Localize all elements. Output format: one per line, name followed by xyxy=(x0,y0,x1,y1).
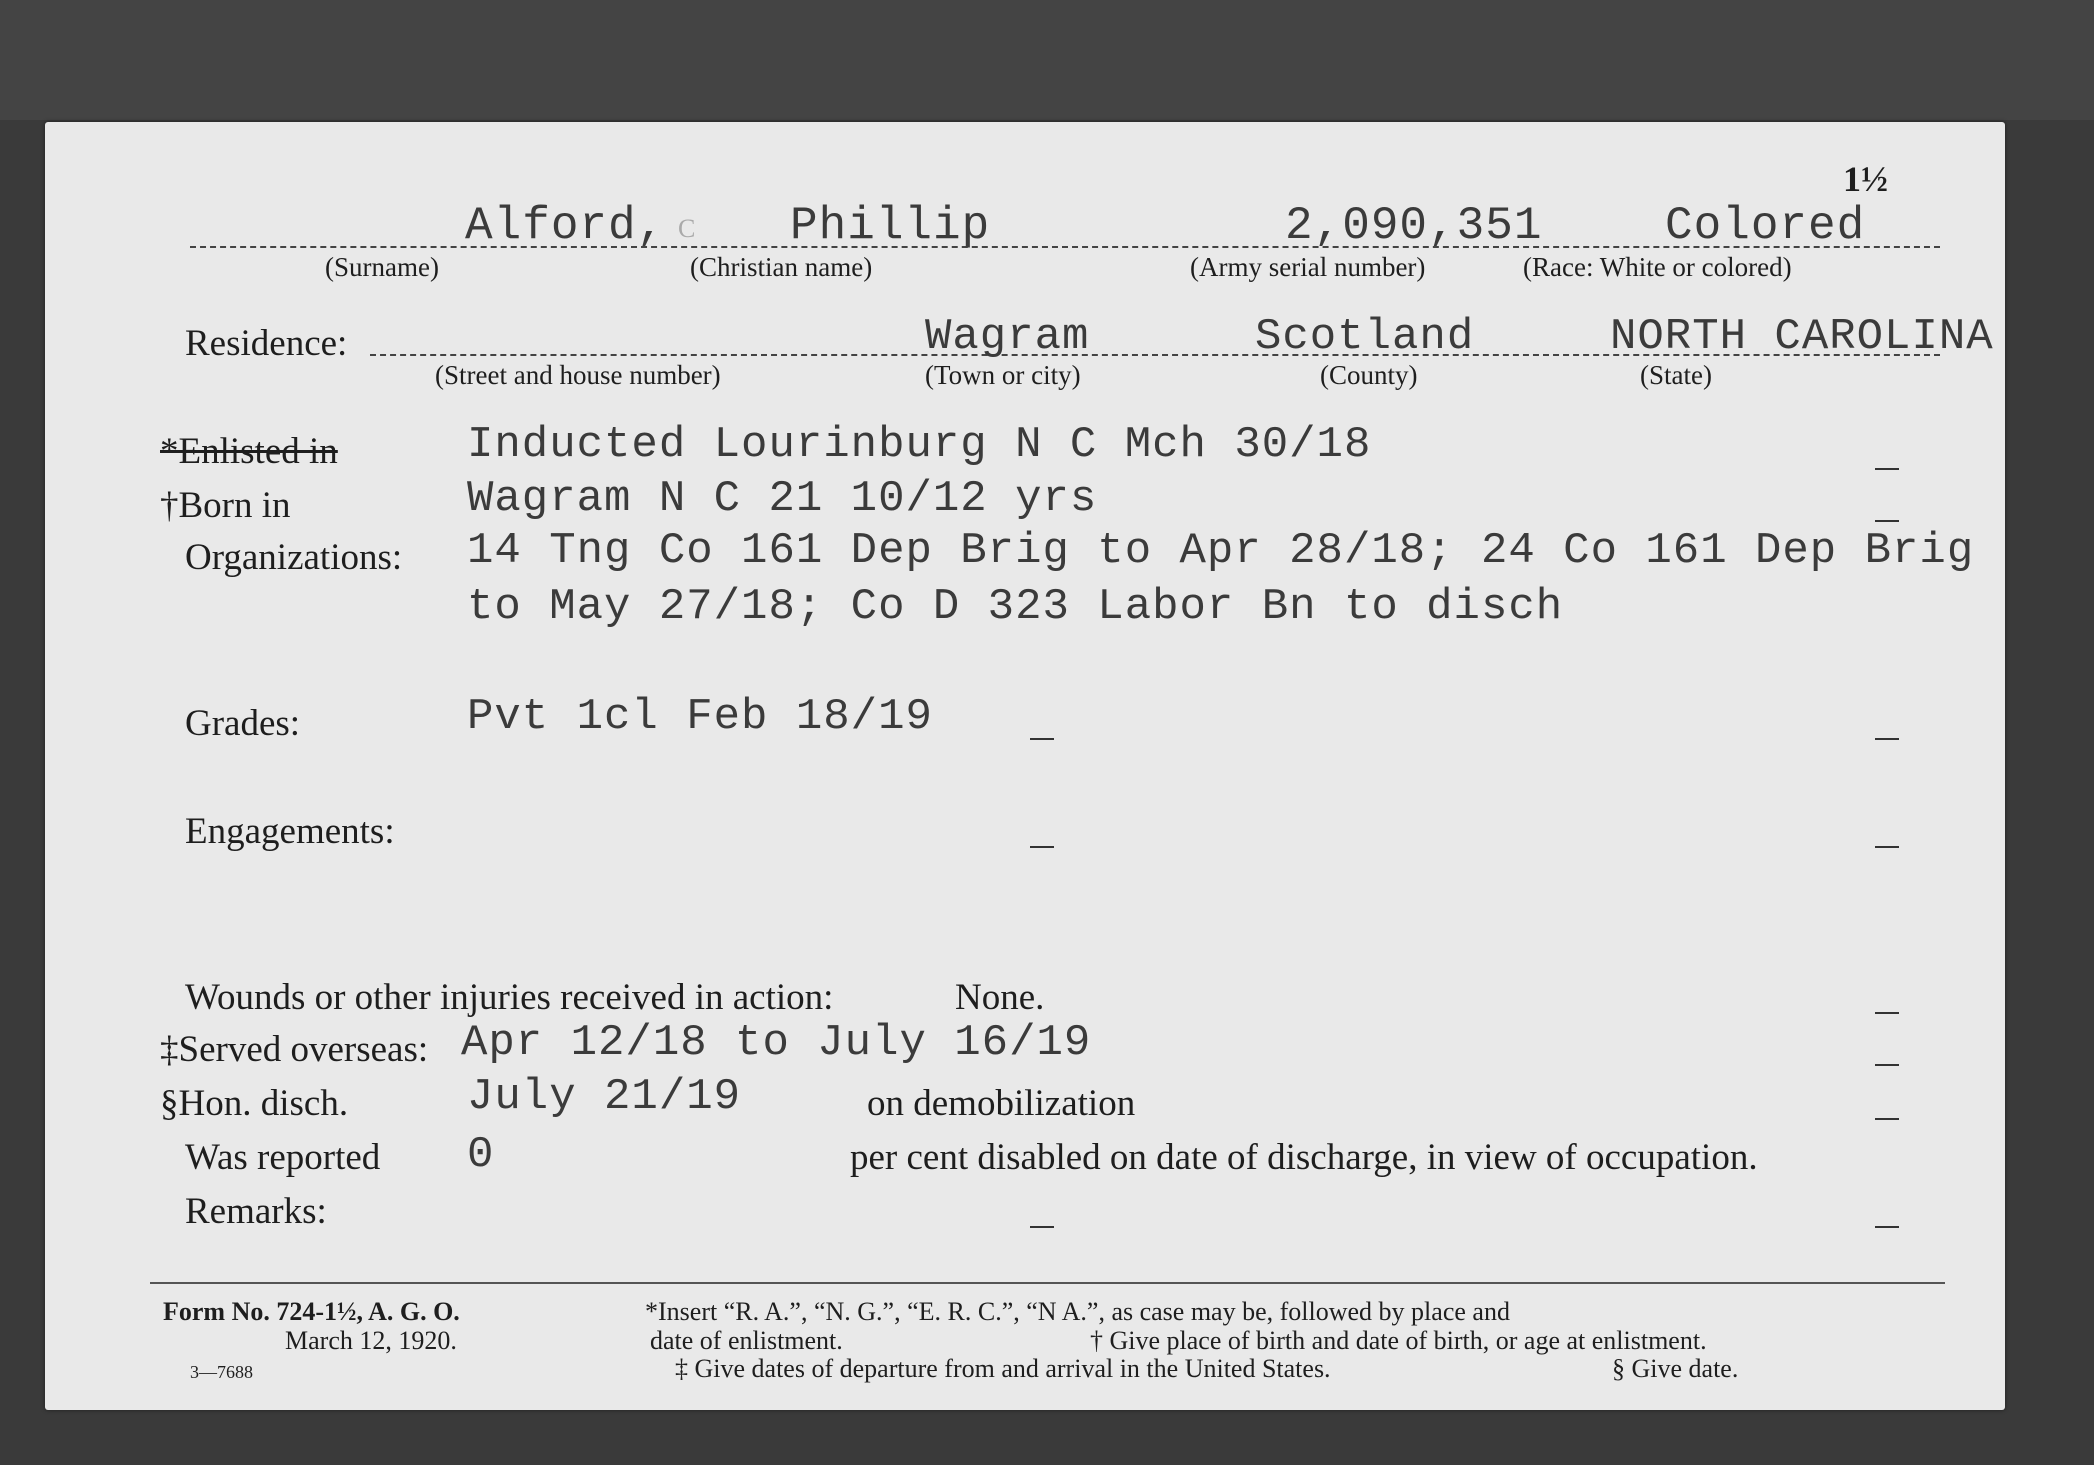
grades-label: Grades: xyxy=(185,703,301,744)
state-value: NORTH CAROLINA xyxy=(1610,312,1994,362)
serial-value: 2,090,351 xyxy=(1285,200,1543,252)
street-caption: (Street and house number) xyxy=(435,360,721,390)
margin-tick xyxy=(1875,1064,1899,1066)
margin-tick xyxy=(1875,1226,1899,1228)
wounds-label: Wounds or other injuries received in action: xyxy=(185,977,834,1018)
race-value: Colored xyxy=(1665,200,1866,252)
enlisted-value: Inducted Lourinburg N C Mch 30/18 xyxy=(467,420,1372,470)
footnote-discharge: § Give date. xyxy=(1612,1354,1739,1383)
margin-tick xyxy=(1875,468,1899,470)
margin-tick xyxy=(1875,846,1899,848)
christian-caption: (Christian name) xyxy=(690,252,873,282)
form-date: March 12, 1920. xyxy=(285,1326,457,1355)
born-label: †Born in xyxy=(160,485,291,526)
hondisch-note: on demobilization xyxy=(867,1083,1136,1124)
county-caption: (County) xyxy=(1320,360,1418,390)
born-value: Wagram N C 21 10/12 yrs xyxy=(467,474,1098,524)
margin-tick xyxy=(1875,1012,1899,1014)
reported-label: Was reported xyxy=(185,1137,381,1178)
margin-tick xyxy=(1030,846,1054,848)
margin-tick xyxy=(1030,1226,1054,1228)
wounds-value: None. xyxy=(955,977,1045,1018)
town-caption: (Town or city) xyxy=(925,360,1081,390)
remarks-label: Remarks: xyxy=(185,1191,327,1232)
serial-caption: (Army serial number) xyxy=(1190,252,1426,282)
margin-tick xyxy=(1030,738,1054,740)
print-code: 3—7688 xyxy=(190,1362,253,1382)
overseas-value: Apr 12/18 to July 16/19 xyxy=(461,1018,1092,1068)
background-top xyxy=(0,0,2094,120)
surname-mark: C xyxy=(678,214,696,243)
grades-value: Pvt 1cl Feb 18/19 xyxy=(467,692,933,742)
overseas-label: ‡Served overseas: xyxy=(160,1029,429,1070)
enlisted-label: *Enlisted in xyxy=(160,431,338,472)
residence-label: Residence: xyxy=(185,323,348,364)
form-fraction: 1½ xyxy=(1843,159,1888,199)
engagements-label: Engagements: xyxy=(185,811,395,852)
organizations-line1: 14 Tng Co 161 Dep Brig to Apr 28/18; 24 Co 161 Dep Brig xyxy=(467,526,1975,576)
hondisch-value: July 21/19 xyxy=(467,1072,742,1122)
reported-value: 0 xyxy=(467,1130,495,1180)
surname-value: Alford, xyxy=(465,200,666,252)
surname-caption: (Surname) xyxy=(325,252,439,282)
state-caption: (State) xyxy=(1640,360,1712,390)
footnote-overseas: ‡ Give dates of departure from and arrival in the United States. xyxy=(675,1354,1331,1383)
footer-rule xyxy=(150,1282,1945,1284)
footnote-enlisted: *Insert “R. A.”, “N. G.”, “E. R. C.”, “N A.”, as case may be, followed by place and xyxy=(645,1297,1510,1326)
service-record-card xyxy=(45,122,2005,1410)
reported-note: per cent disabled on date of discharge, in view of occupation. xyxy=(850,1137,1758,1178)
form-number: Form No. 724-1½, A. G. O. xyxy=(163,1297,460,1326)
hondisch-label: §Hon. disch. xyxy=(160,1083,349,1124)
margin-tick xyxy=(1875,520,1899,522)
footnote-enlisted-cont: date of enlistment. xyxy=(650,1326,843,1355)
town-value: Wagram xyxy=(925,312,1090,362)
margin-tick xyxy=(1875,738,1899,740)
christian-name-value: Phillip xyxy=(790,200,991,252)
organizations-line2: to May 27/18; Co D 323 Labor Bn to disch xyxy=(467,582,1564,632)
organizations-label: Organizations: xyxy=(185,537,403,578)
county-value: Scotland xyxy=(1255,312,1475,362)
margin-tick xyxy=(1875,1118,1899,1120)
footnote-born: † Give place of birth and date of birth, or age at enlistment. xyxy=(1090,1326,1707,1355)
race-caption: (Race: White or colored) xyxy=(1523,252,1792,282)
